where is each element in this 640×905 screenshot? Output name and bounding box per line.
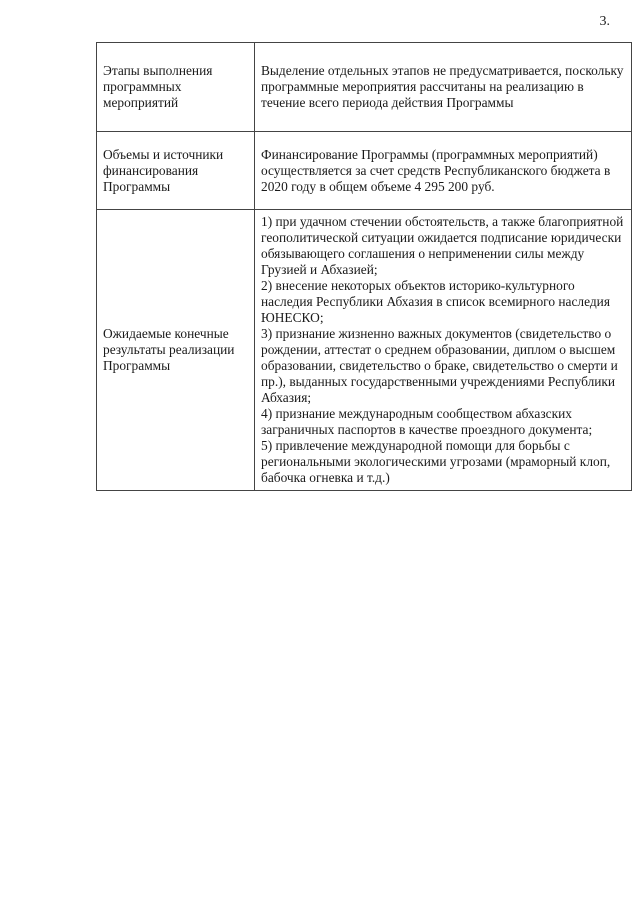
program-passport-table (96, 42, 632, 491)
result-item: 1) при удачном стечении обстоятельств, а также благоприятной геополитической ситуации ожидается подписание юридически обязывающего соглашения о неприменении силы между Грузией и Абхазией; (261, 214, 624, 277)
row-content-financing: Финансирование Программы (программных мероприятий) осуществляется за счет средств Республиканского бюджета в 2020 году в общем объеме 4 295 200 руб. (255, 132, 632, 210)
row-content-results (255, 210, 632, 491)
row-label-stages: Этапы выполнения программных мероприятий (97, 43, 255, 132)
table-row-financing (97, 132, 632, 210)
result-item: 4) признание международным сообществом абхазских заграничных паспортов в качестве проездного документа; (261, 406, 593, 437)
row-label-financing: Объемы и источники финансирования Программы (97, 132, 255, 210)
page-number: 3. (599, 14, 610, 29)
result-item: 5) привлечение международной помощи для борьбы с региональными экологическими угрозами (мраморный клоп, бабочка огневка и т.д.) (261, 438, 611, 485)
table-row-results (97, 210, 632, 491)
result-item: 3) признание жизненно важных документов (свидетельство о рождении, аттестат о среднем образовании, диплом о высшем образовании, свидетельство о браке, свидетельство о смерти и пр.), выданных государственными учреждениями Республики Абхазия; (261, 326, 618, 405)
row-label-results: Ожидаемые конечные результаты реализации Программы (97, 210, 255, 491)
result-item: 2) внесение некоторых объектов историко-культурного наследия Республики Абхазия в список всемирного наследия ЮНЕСКО; (261, 278, 610, 325)
table-row-stages (97, 43, 632, 132)
row-content-stages: Выделение отдельных этапов не предусматривается, поскольку программные мероприятия рассчитаны на реализацию в течение всего периода действия Программы (255, 43, 632, 132)
